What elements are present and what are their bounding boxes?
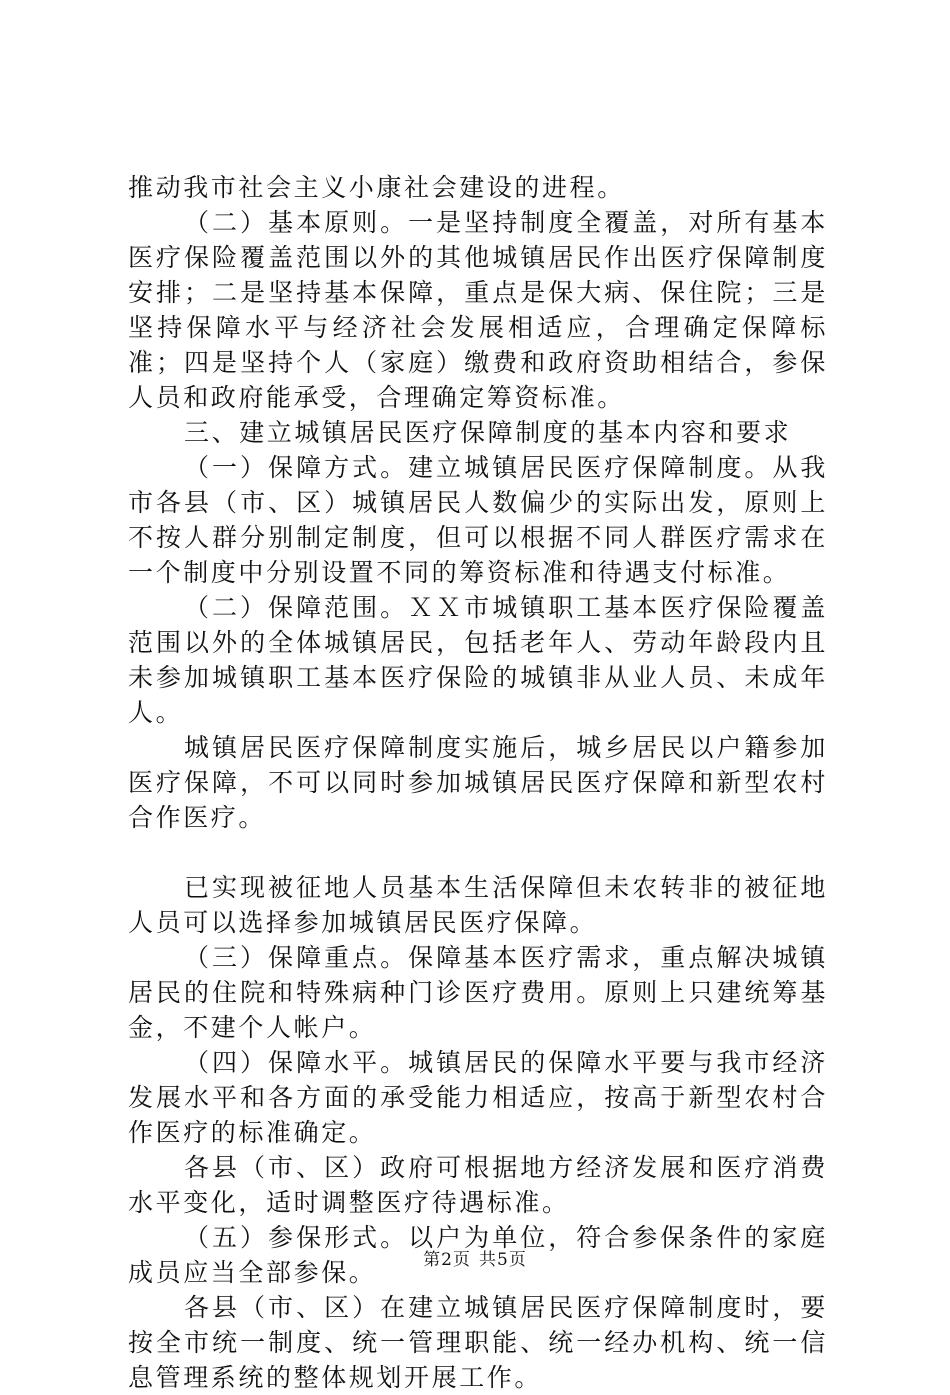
page-total: 共5页 bbox=[479, 1250, 527, 1270]
page-footer bbox=[0, 1245, 950, 1270]
paragraph-7: 已实现被征地人员基本生活保障但未农转非的被征地人员可以选择参加城镇居民医疗保障。 bbox=[128, 873, 828, 937]
paragraph-8: （三）保障重点。保障基本医疗需求，重点解决城镇居民的住院和特殊病种门诊医疗费用。原则上只建统筹基金，不建个人帐户。 bbox=[128, 943, 828, 1042]
page-number: 第2页 bbox=[423, 1250, 471, 1270]
section-heading-3: 三、建立城镇居民医疗保障制度的基本内容和要求 bbox=[184, 418, 792, 447]
paragraph-12: 各县（市、区）在建立城镇居民医疗保障制度时，要按全市统一制度、统一管理职能、统一经办机构、统一信息管理系统的整体规划开展工作。 bbox=[128, 1293, 828, 1392]
paragraph-11: （五）参保形式。以户为单位，符合参保条件的家庭成员应当全部参保。 bbox=[128, 1223, 828, 1287]
paragraph-6: 城镇居民医疗保障制度实施后，城乡居民以户籍参加医疗保障，不可以同时参加城镇居民医疗保障和新型农村合作医疗。 bbox=[128, 733, 828, 832]
paragraph-9: （四）保障水平。城镇居民的保障水平要与我市经济发展水平和各方面的承受能力相适应，按高于新型农村合作医疗的标准确定。 bbox=[128, 1048, 828, 1147]
paragraph-5: （二）保障范围。ＸＸ市城镇职工基本医疗保险覆盖范围以外的全体城镇居民，包括老年人、劳动年龄段内且未参加城镇职工基本医疗保险的城镇非从业人员、未成年人。 bbox=[128, 593, 828, 727]
document-body bbox=[128, 170, 828, 1395]
paragraph-10: 各县（市、区）政府可根据地方经济发展和医疗消费水平变化，适时调整医疗待遇标准。 bbox=[128, 1153, 828, 1217]
paragraph-1: 推动我市社会主义小康社会建设的进程。 bbox=[128, 173, 625, 202]
paragraph-4: （一）保障方式。建立城镇居民医疗保障制度。从我市各县（市、区）城镇居民人数偏少的实际出发，原则上不按人群分别制定制度，但可以根据不同人群医疗需求在一个制度中分别设置不同的筹资标准和待遇支付标准。 bbox=[128, 453, 828, 587]
paragraph-2: （二）基本原则。一是坚持制度全覆盖，对所有基本医疗保险覆盖范围以外的其他城镇居民作出医疗保障制度安排；二是坚持基本保障，重点是保大病、保住院；三是坚持保障水平与经济社会发展相适应，合理确定保障标准；四是坚持个人（家庭）缴费和政府资助相结合，参保人员和政府能承受，合理确定筹资标准。 bbox=[128, 208, 828, 412]
